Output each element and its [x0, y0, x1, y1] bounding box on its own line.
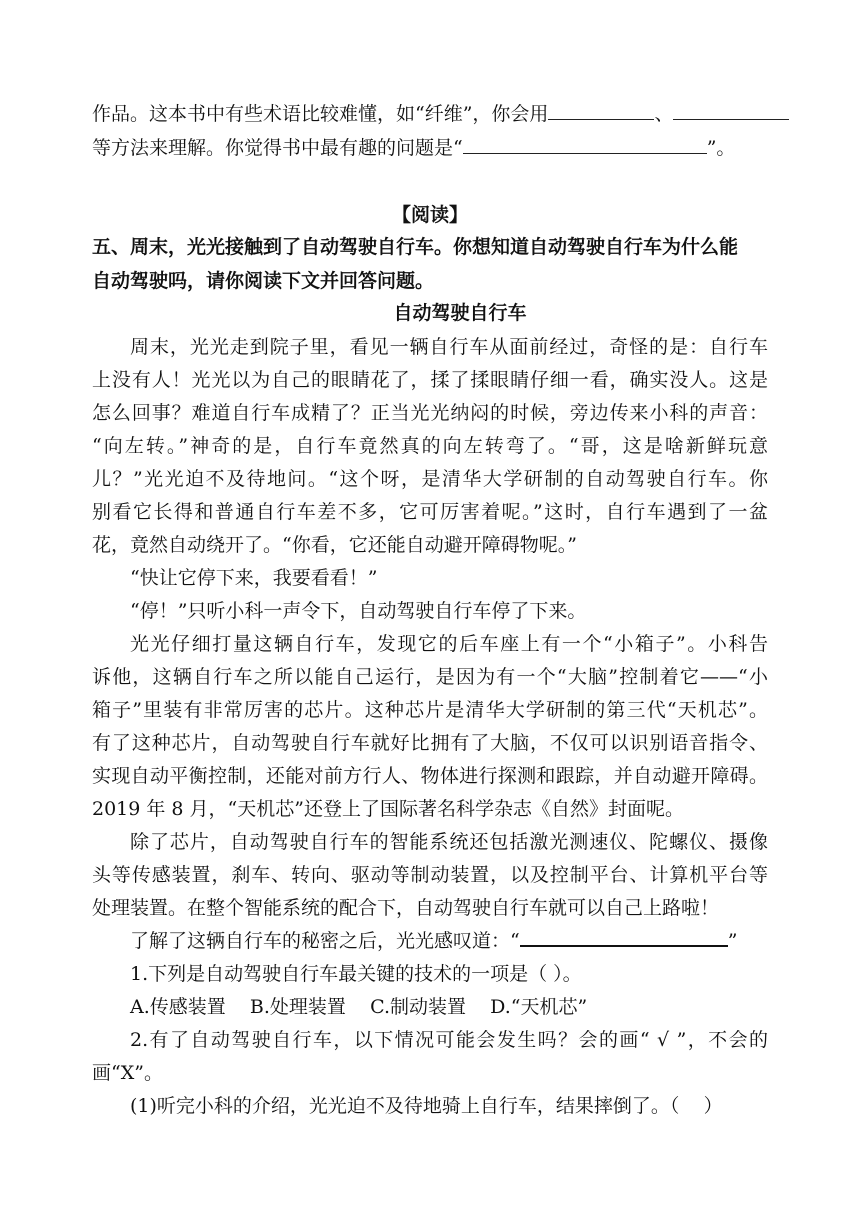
- para-1-line-4: “向左转。”神奇的是，自行车竟然真的向左转弯了。“哥，这是啥新鲜玩意: [92, 435, 768, 457]
- para-1-line-3: 怎么回事？难道自行车成精了？正当光光纳闷的时候，旁边传来小科的声音：: [92, 402, 768, 424]
- section-title: 【阅读】: [391, 204, 468, 226]
- para-3: “停！”只听小科一声令下，自动驾驶自行车停了下来。: [130, 600, 587, 622]
- para-4-line-1: 光光仔细打量这辆自行车，发现它的后车座上有一个“小箱子”。小科告: [130, 633, 768, 655]
- fill-line-2-end: ”。: [706, 137, 736, 159]
- para-5-line-2: 头等传感装置，刹车、转向、驱动等制动装置，以及控制平台、计算机平台等: [92, 864, 768, 886]
- q1-options: A.传感装置 B.处理装置 C.制动装置 D.“天机芯”: [130, 996, 588, 1018]
- para-1-line-1: 周末，光光走到院子里，看见一辆自行车从面前经过，奇怪的是：自行车: [130, 336, 768, 358]
- question-5-line-1: 五、周末，光光接触到了自动驾驶自行车。你想知道自动驾驶自行车为什么能: [92, 236, 739, 258]
- para-1-line-5: 儿？”光光迫不及待地问。“这个呀，是清华大学研制的自动驾驶自行车。你: [92, 468, 768, 490]
- para-4-line-4: 有了这种芯片，自动驾驶自行车就好比拥有了大脑，不仅可以识别语音指令、: [92, 732, 768, 754]
- answer-blank-2[interactable]: [673, 101, 789, 120]
- fill-line-2: [92, 132, 768, 164]
- para-4-line-3: 箱子”里装有非常厉害的芯片。这种芯片是清华大学研制的第三代“天机芯”。: [92, 699, 768, 721]
- answer-blank-1[interactable]: [548, 101, 654, 120]
- q1-text: 1.下列是自动驾驶自行车最关键的技术的一项是（ ）。: [130, 963, 582, 985]
- para-1-line-2: 上没有人！光光以为自己的眼睛花了，揉了揉眼睛仔细一看，确实没人。这是: [92, 369, 768, 391]
- para-4-line-5: 实现自动平衡控制，还能对前方行人、物体进行探测和跟踪，并自动避开障碍。: [92, 765, 768, 787]
- answer-blank-3[interactable]: [463, 135, 707, 154]
- para-2: “快让它停下来，我要看看！”: [130, 567, 378, 589]
- para-6-end: ”: [727, 930, 738, 952]
- q2-line-2: 画“X”。: [92, 1062, 163, 1084]
- para-5-line-1: 除了芯片，自动驾驶自行车的智能系统还包括激光测速仪、陀螺仪、摄像: [130, 831, 768, 853]
- q2-item-1: (1)听完小科的介绍，光光迫不及待地骑上自行车，结果摔倒了。（ ）: [130, 1095, 723, 1117]
- para-1-line-7: 花，竟然自动绕开了。“你看，它还能自动避开障碍物呢。”: [92, 534, 577, 556]
- para-4-line-6: 2019 年 8 月，“天机芯”还登上了国际著名科学杂志《自然》封面呢。: [92, 798, 684, 820]
- question-5-line-2: 自动驾驶吗，请你阅读下文并回答问题。: [92, 270, 435, 292]
- q2-line-1: 2.有了自动驾驶自行车，以下情况可能会发生吗？会的画“ √ ”，不会的: [130, 1029, 768, 1051]
- answer-blank-4[interactable]: [520, 927, 728, 947]
- fill-line-2-text: 等方法来理解。你觉得书中最有趣的问题是“: [92, 137, 463, 159]
- fill-line-1: [92, 98, 768, 130]
- para-1-line-6: 别看它长得和普通自行车差不多，它可厉害着呢。”这时，自行车遇到了一盆: [92, 501, 768, 523]
- para-5-line-3: 处理装置。在整个智能系统的配合下，自动驾驶自行车就可以自己上路啦！: [92, 897, 720, 919]
- para-6-text: 了解了这辆自行车的秘密之后，光光感叹道：“: [130, 930, 520, 952]
- para-4-line-2: 诉他，这辆自行车之所以能自己运行，是因为有一个“大脑”控制着它——“小: [92, 666, 768, 688]
- article-title: 自动驾驶自行车: [393, 302, 527, 324]
- para-6: [130, 925, 768, 957]
- fill-separator: 、: [654, 103, 674, 125]
- fill-line-1-text: 作品。这本书中有些术语比较难懂，如“纤维”，你会用: [92, 103, 549, 125]
